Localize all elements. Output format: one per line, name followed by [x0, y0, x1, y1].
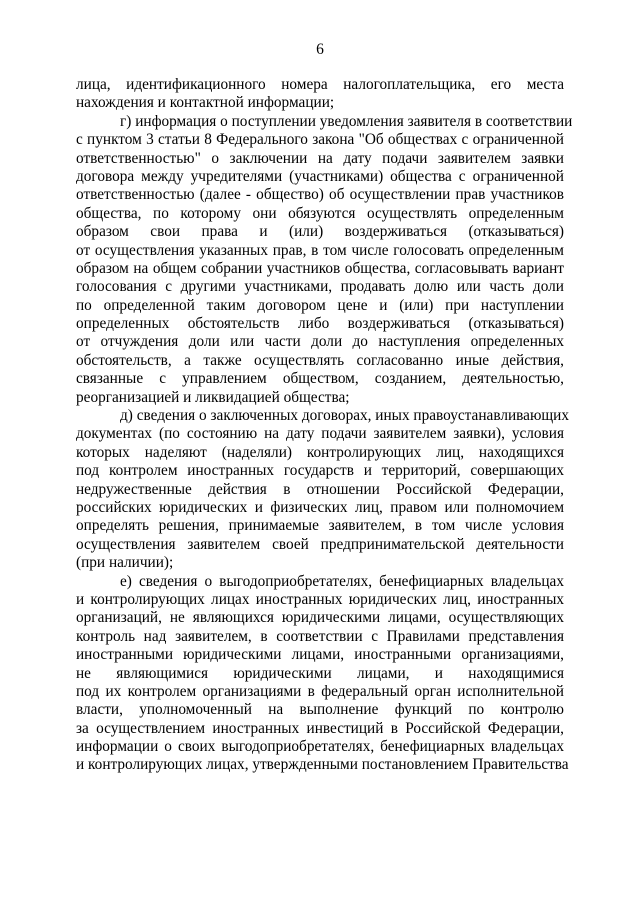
text-line: недружественные действия в отношении Российской Федерации,	[76, 480, 564, 498]
text-line: контроль над заявителем, в соответствии с Правилами представления	[76, 627, 564, 645]
text-line: за осуществлением иностранных инвестиций в Российской Федерации,	[76, 719, 564, 737]
text-line: которых наделяют (наделяли) контролирующих лиц, находящихся	[76, 443, 564, 461]
text-line: определенных обстоятельств либо воздерживаться (отказываться)	[76, 315, 564, 333]
text-line: под контролем иностранных государств и территорий, совершающих	[76, 462, 564, 480]
text-line: образом на общем собрании участников общества, согласовывать вариант	[76, 259, 564, 277]
text-line: документах (по состоянию на дату подачи заявителем заявки), условия	[76, 425, 564, 443]
page-number: 6	[316, 41, 324, 58]
text-line: не являющимися юридическими лицами, и находящимися	[76, 664, 564, 682]
text-line: осуществления заявителем своей предпринимательской деятельности	[76, 535, 564, 553]
text-line: общества, по которому они обязуются осуществлять определенным	[76, 204, 564, 222]
text-line: с пунктом 3 статьи 8 Федерального закона "Об обществах с ограниченной	[76, 131, 564, 149]
text-line: под их контролем организациями в федеральный орган исполнительной	[76, 682, 564, 700]
text-line: организаций, не являющихся юридическими лицами, осуществляющих	[76, 609, 564, 627]
text-line: российских юридических и физических лиц, правом или полномочием	[76, 498, 564, 516]
text-line: нахождения и контактной информации;	[76, 94, 335, 112]
document-body	[76, 76, 573, 775]
text-line: договора между учредителями (участниками) общества с ограниченной	[76, 167, 564, 185]
text-line: от осуществления указанных прав, в том числе голосовать определенным	[76, 241, 564, 259]
text-line: обстоятельств, а также осуществлять согласованно иные действия,	[76, 351, 564, 369]
text-line: власти, уполномоченный на выполнение функций по контролю	[76, 701, 564, 719]
text-line: информации о своих выгодоприобретателях, бенефициарных владельцах	[76, 738, 564, 756]
text-line: и контролирующих лицах, утвержденными постановлением Правительства	[76, 756, 569, 774]
text-line: по определенной таким договором цене и (или) при наступлении	[76, 296, 564, 314]
text-line: связанные с управлением обществом, созданием, деятельностью,	[76, 370, 564, 388]
text-line: г) информация о поступлении уведомления заявителя в соответствии	[120, 112, 573, 130]
text-line: реорганизацией и ликвидацией общества;	[76, 388, 350, 406]
text-line: (при наличии);	[76, 554, 174, 572]
text-line: лица, идентификационного номера налогоплательщика, его места	[76, 76, 564, 93]
text-line: е) сведения о выгодоприобретателях, бенефициарных владельцах	[120, 572, 564, 590]
text-line: голосования с другими участниками, продавать долю или часть доли	[76, 278, 564, 296]
text-line: определять решения, принимаемые заявителем, в том числе условия	[76, 517, 564, 535]
text-line: ответственностью (далее - общество) об осуществлении прав участников	[76, 186, 564, 204]
text-line: иностранными юридическими лицами, иностранными организациями,	[76, 646, 564, 664]
text-line: и контролирующих лицах иностранных юридических лиц, иностранных	[76, 590, 564, 608]
text-line: д) сведения о заключенных договорах, иных правоустанавливающих	[120, 407, 570, 425]
text-line: от отчуждения доли или части доли до наступления определенных	[76, 333, 564, 351]
text-line: ответственностью" о заключении на дату подачи заявителем заявки	[76, 149, 564, 167]
text-line: образом свои права и (или) воздерживаться (отказываться)	[76, 223, 564, 241]
